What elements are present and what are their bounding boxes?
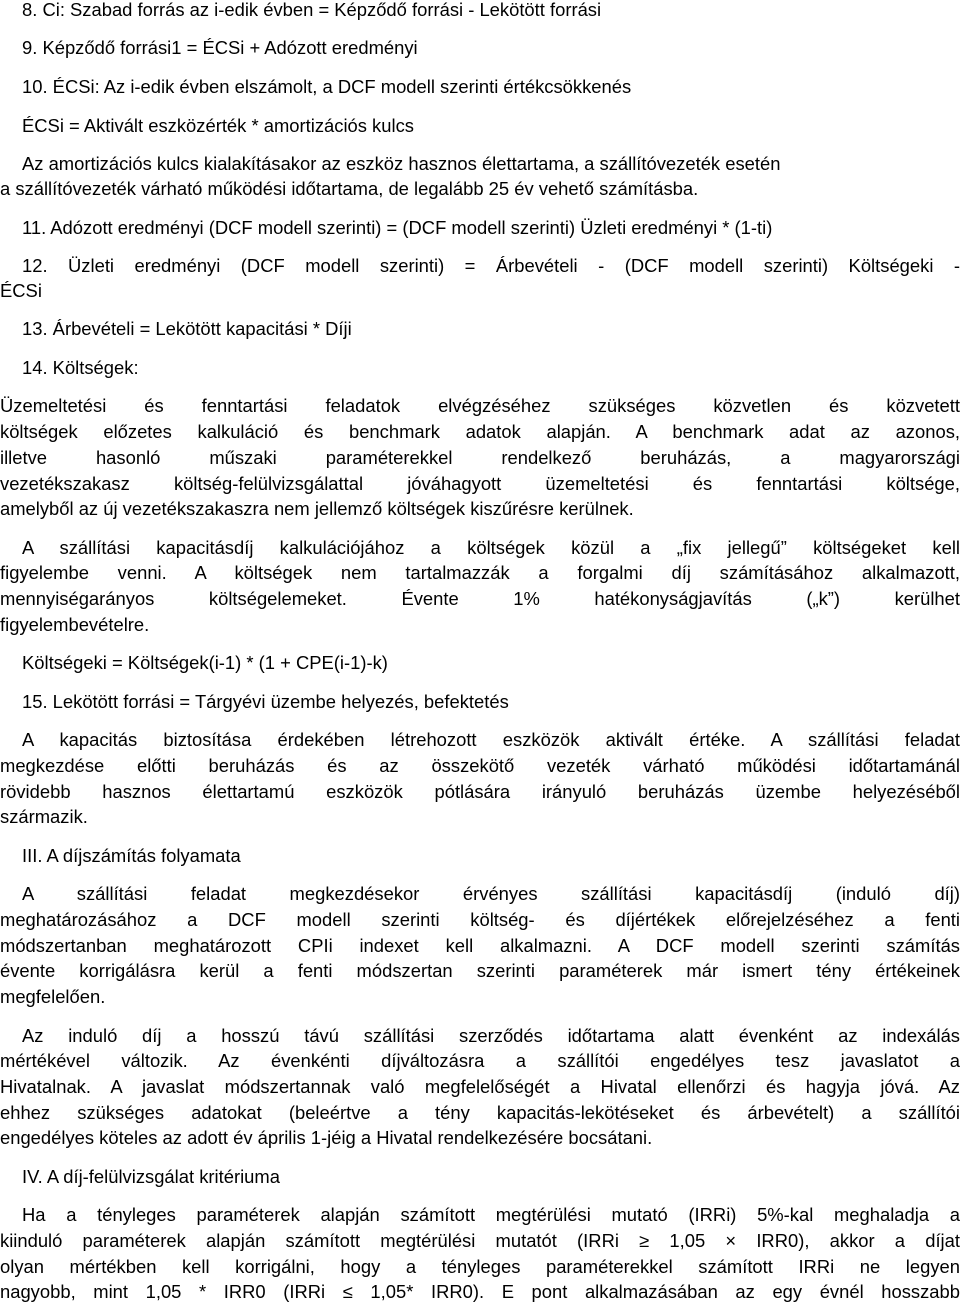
paragraph-line: megkezdése előtti beruházás és az összekötő vezeték várható működési időtartamánál xyxy=(0,755,960,776)
paragraph-line: A szállítási feladat megkezdésekor érvényes szállítási kapacitásdíj (induló díj) xyxy=(22,883,960,904)
paragraph-line: engedélyes köteles az adott év április 1-jéig a Hivatal rendelkezésére bocsátani. xyxy=(0,1127,653,1148)
section-heading-iii: III. A díjszámítás folyamata xyxy=(22,845,241,866)
paragraph-line: származik. xyxy=(0,806,88,827)
paragraph-line: figyelembevételre. xyxy=(0,614,150,635)
paragraph-line: ÉCSi xyxy=(0,280,42,301)
paragraph-line: Az induló díj a hosszú távú szállítási szerződés időtartama alatt évenként az indexálás xyxy=(22,1025,960,1046)
paragraph-line: mennyiségarányos költségelemeket. Évente 1% hatékonyságjavítás („k”) kerülhet xyxy=(0,588,960,609)
paragraph-line: évente korrigálásra kerül a fenti módszertan szerinti paraméterek már ismert tény értékeinek xyxy=(0,960,960,981)
formula-ecsi: ÉCSi = Aktivált eszközérték * amortizációs kulcs xyxy=(22,115,414,136)
paragraph-line: költségek előzetes kalkuláció és benchmark adatok alapján. A benchmark adat az azonos, xyxy=(0,421,960,442)
line-item-8: 8. Ci: Szabad forrás az i-edik évben = Képződő forrási - Lekötött forrási xyxy=(22,0,602,20)
line-item-13: 13. Árbevételi = Lekötött kapacitási * Díji xyxy=(22,318,352,339)
paragraph-line: megfelelően. xyxy=(0,986,106,1007)
paragraph-line: A kapacitás biztosítása érdekében létrehozott eszközök aktivált értéke. A szállítási feladat xyxy=(22,729,960,750)
paragraph-line: a szállítóvezeték várható működési időtartama, de legalább 25 év vehető számításba. xyxy=(0,178,699,199)
formula-koltsegek: Költségeki = Költségek(i-1) * (1 + CPE(i-1)-k) xyxy=(22,652,388,673)
line-item-14: 14. Költségek: xyxy=(22,357,139,378)
paragraph-line: amelyből az új vezetékszakaszra nem jellemző költségek kiszűrésre kerülnek. xyxy=(0,498,634,519)
paragraph-line: Az amortizációs kulcs kialakításakor az eszköz hasznos élettartama, a szállítóvezeték esetén xyxy=(22,153,781,174)
paragraph-line: Ha a tényleges paraméterek alapján számított megtérülési mutató (IRRi) 5%-kal meghaladja a xyxy=(22,1204,960,1225)
paragraph-line: mértékével változik. Az évenkénti díjváltozásra a szállítói engedélyes tesz javaslatot a xyxy=(0,1050,960,1071)
paragraph-line: kiinduló paraméterek alapján számított megtérülési mutatót (IRRi ≥ 1,05 × IRR0), akkor a díjat xyxy=(0,1230,960,1251)
paragraph-line: olyan mértékben kell korrigálni, hogy a tényleges paraméterekkel számított IRRi ne legyen xyxy=(0,1256,960,1277)
paragraph-line: figyelembe venni. A költségek nem tartalmazzák a forgalmi díj számításához alkalmazott, xyxy=(0,562,960,583)
line-item-12: 12. Üzleti eredményi (DCF modell szerinti) = Árbevételi - (DCF modell szerinti) Költségeki - xyxy=(22,255,960,276)
line-item-11: 11. Adózott eredményi (DCF modell szerinti) = (DCF modell szerinti) Üzleti eredményi * (1-ti) xyxy=(22,217,773,238)
section-heading-iv: IV. A díj-felülvizsgálat kritériuma xyxy=(22,1166,280,1187)
paragraph-line: módszertanban meghatározott CPIi indexet kell alkalmazni. A DCF modell szerinti számítás xyxy=(0,935,960,956)
line-item-9: 9. Képződő forrási1 = ÉCSi + Adózott eredményi xyxy=(22,37,418,58)
paragraph-line: ehhez szükséges adatokat (beleértve a tény kapacitás-lekötéseket és árbevételt) a szállítói xyxy=(0,1102,960,1123)
paragraph-line: A szállítási kapacitásdíj kalkulációjához a költségek közül a „fix jellegű” költségeket kell xyxy=(22,537,960,558)
paragraph-line: vezetékszakasz költség-felülvizsgálattal jóváhagyott üzemeltetési és fenntartási költsége, xyxy=(0,473,960,494)
paragraph-line: rövidebb hasznos élettartamú eszközök pótlására irányuló beruházás üzembe helyezéséből xyxy=(0,781,960,802)
line-item-15: 15. Lekötött forrási = Tárgyévi üzembe helyezés, befektetés xyxy=(22,691,509,712)
paragraph-line: nagyobb, mint 1,05 * IRR0 (IRRi ≤ 1,05* IRR0). E pont alkalmazásában az egy évnél hosszabb xyxy=(0,1281,960,1302)
paragraph-line: illetve hasonló műszaki paraméterekkel rendelkező beruházás, a magyarországi xyxy=(0,447,960,468)
paragraph-line: Üzemeltetési és fenntartási feladatok elvégzéséhez szükséges közvetlen és közvetett xyxy=(0,395,960,416)
line-item-10: 10. ÉCSi: Az i-edik évben elszámolt, a DCF modell szerinti értékcsökkenés xyxy=(22,76,632,97)
paragraph-line: meghatározásához a DCF modell szerinti költség- és díjértékek előrejelzéséhez a fenti xyxy=(0,909,960,930)
paragraph-line: Hivatalnak. A javaslat módszertannak való megfelelőségét a Hivatal ellenőrzi és hagyja jóvá. Az xyxy=(0,1076,960,1097)
